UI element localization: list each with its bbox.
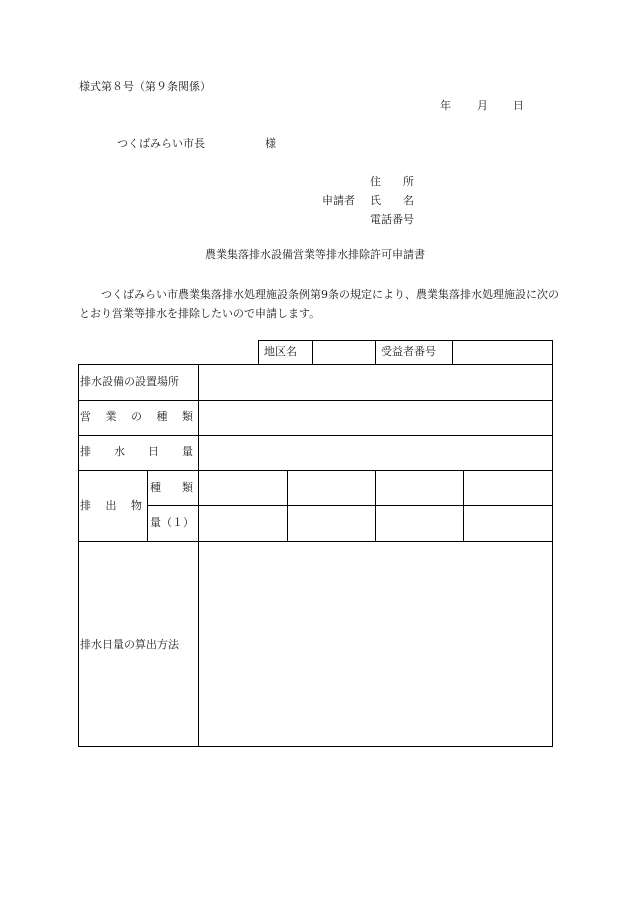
body-text-content: つくばみらい市農業集落排水処理施設条例第9条の規定により、農業集落排水処理施設に次のとおり営業等排水を排除したいので申請します。 (79, 288, 559, 320)
calc-method-label: 排水日量の算出方法 (80, 638, 179, 651)
phone-label: 電話番号 (370, 213, 414, 226)
applicant-role-label: 申請者 (322, 194, 355, 207)
date-day: 日 (513, 99, 524, 112)
discharge-type-label: 種 類 (150, 481, 193, 494)
address-label: 住 所 (370, 175, 414, 188)
document-title: 農業集落排水設備営業等排水排除許可申請書 (205, 248, 425, 261)
district-label: 地区名 (264, 345, 297, 358)
addressee-honorific: 様 (265, 137, 276, 150)
form-number: 様式第８号（第９条関係） (79, 80, 211, 93)
body-text (79, 285, 559, 323)
date-year: 年 (440, 99, 451, 112)
discharge-amount-label: 量（１） (150, 516, 194, 529)
discharge-label: 排 出 物 (80, 499, 142, 512)
daily-volume-label: 排 水 日 量 (80, 445, 193, 458)
date-month: 月 (477, 99, 488, 112)
beneficiary-number-label: 受益者番号 (381, 345, 436, 358)
addressee-name: つくばみらい市長 (117, 137, 205, 150)
location-label: 排水設備の設置場所 (80, 375, 179, 388)
name-label: 氏 名 (370, 194, 414, 207)
addressee (117, 137, 276, 151)
business-type-label: 営 業 の 種 類 (80, 410, 193, 423)
